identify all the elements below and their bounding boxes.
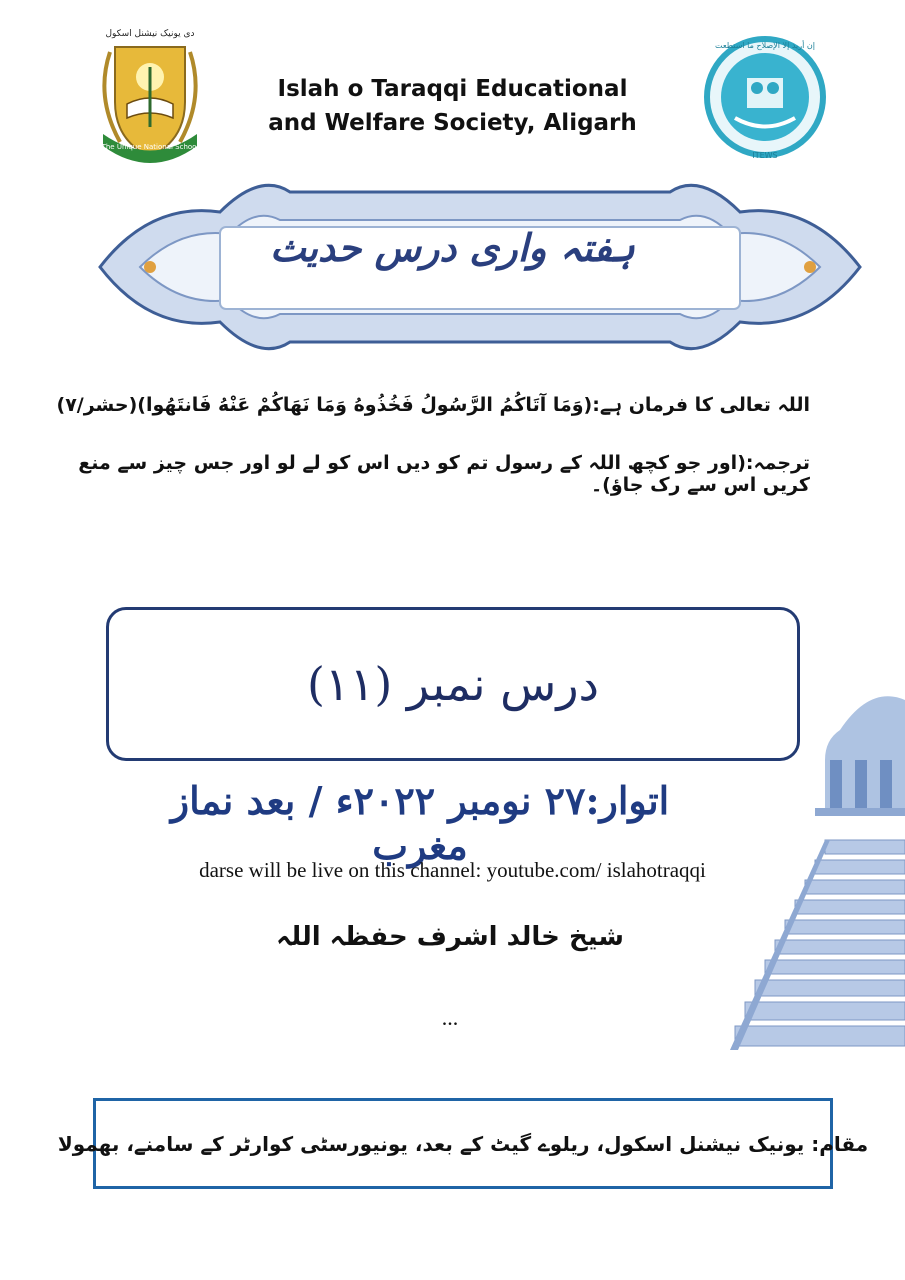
venue-box bbox=[57, 1098, 869, 1189]
date-time-line: اتوار:۲۷ نومبر ۲۰۲۲ء / بعد نماز مغرب bbox=[170, 778, 670, 868]
lesson-number-box bbox=[106, 607, 800, 761]
logo-left-top-text: دی یونیک نیشنل اسکول bbox=[105, 29, 195, 39]
speaker-name: شیخ خالد اشرف حفظہ اللہ bbox=[276, 922, 624, 952]
school-logo bbox=[85, 22, 215, 170]
logo-left-ribbon-text: The Unique National School bbox=[101, 143, 199, 151]
lesson-number: درس نمبر (۱۱) bbox=[306, 657, 600, 711]
quran-verse: اللہ تعالی کا فرمان ہے:(وَمَا آتَاكُمُ الرَّسُولُ فَخُذُوهُ وَمَا نَهَاكُمْ عَنْهُ فَانتَهُوا)(حشر/۷) bbox=[56, 394, 810, 416]
society-logo bbox=[695, 30, 835, 165]
logo-right-abbr: ITEWS bbox=[752, 151, 778, 160]
ellipsis-text: ... bbox=[441, 1005, 459, 1030]
youtube-channel-line: darse will be live on this channel: youtube.com/ islahotraqqi bbox=[199, 858, 706, 882]
logo-right-top-text: إن أريد إلا الإصلاح ما استطعت bbox=[715, 41, 815, 50]
venue-address: مقام: یونیک نیشنل اسکول، ریلوے گیٹ کے بعد، یونیورسٹی کوارٹر کے سامنے، بھمولا bbox=[57, 1131, 869, 1156]
banner-title: ہفتہ واری درس حدیث bbox=[270, 225, 635, 270]
organization-name: Islah o Taraqqi Educational and Welfare Society, Aligarh bbox=[268, 76, 637, 136]
verse-translation: ترجمہ:(اور جو کچھ اللہ کے رسول تم کو دیں اس کو لے لو اور جس چیز سے منع کریں اس سے رک جاؤ)۔ bbox=[78, 452, 810, 496]
